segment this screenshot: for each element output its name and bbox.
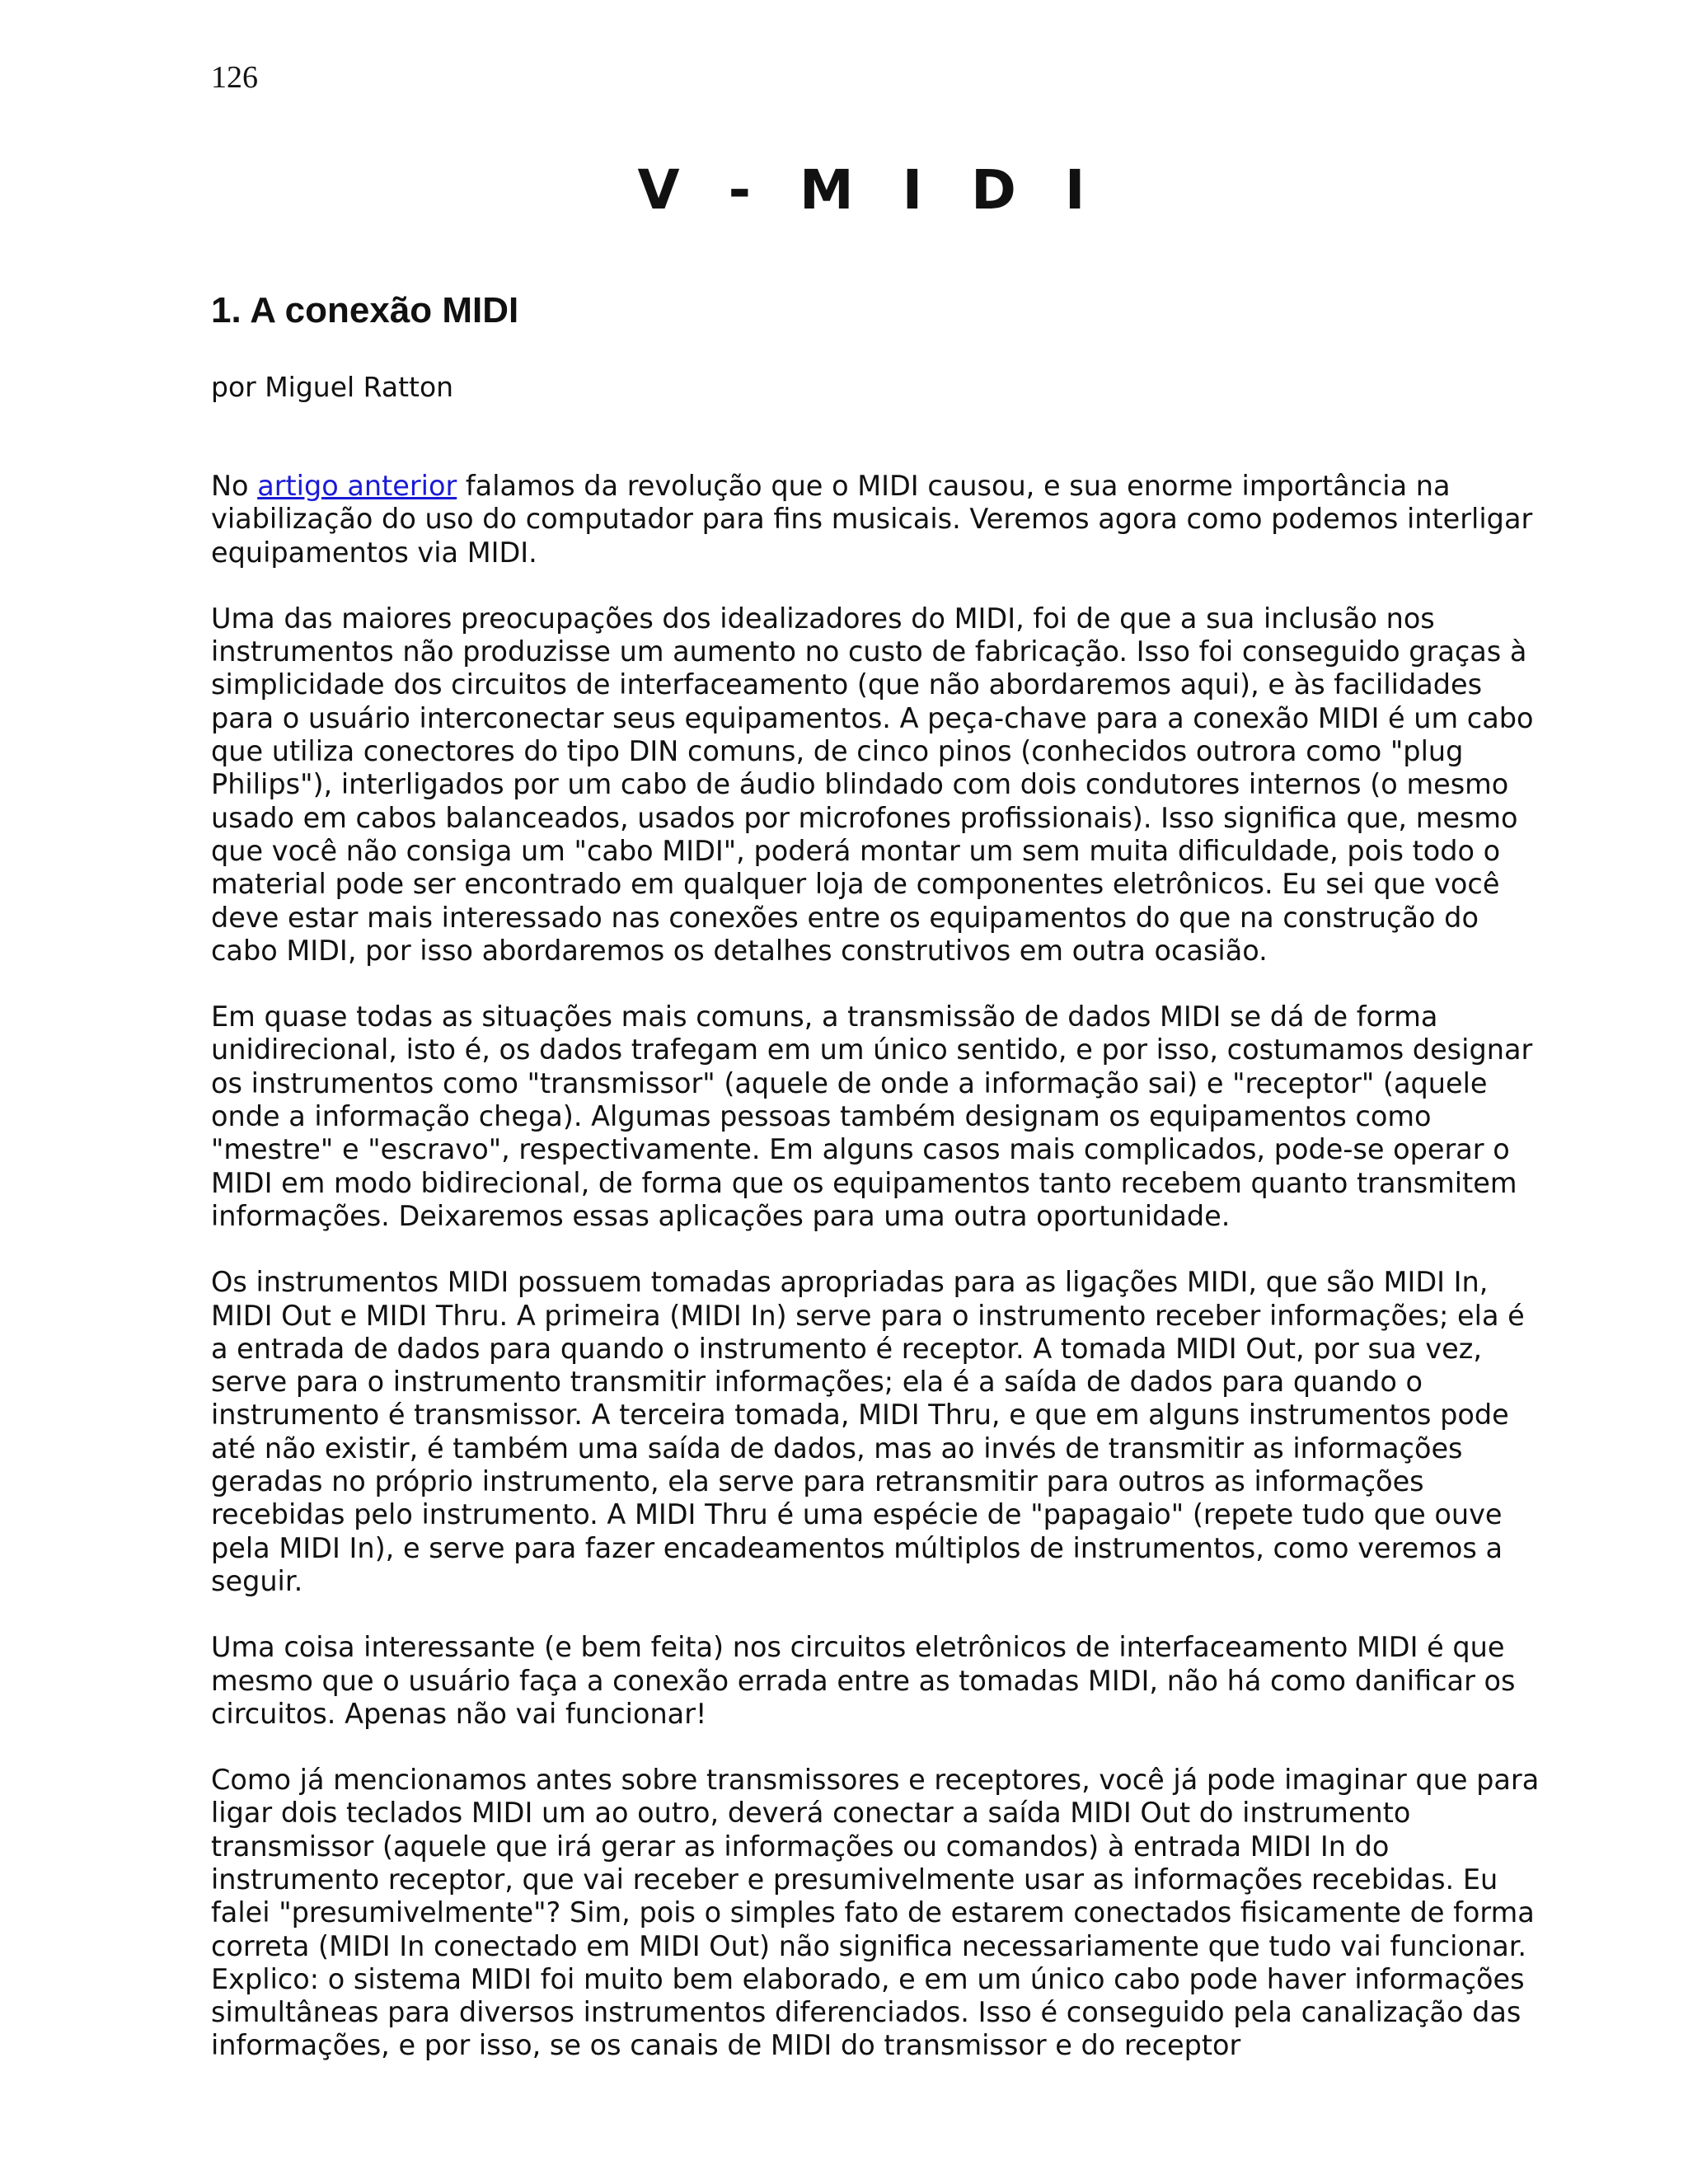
article-body <box>211 470 1546 2096</box>
paragraph: Uma coisa interessante (e bem feita) nos circuitos eletrônicos de interfaceamento MIDI é que mesmo que o usuário faça a conexão errada entre as tomadas MIDI, não há como danificar os circuitos. Apenas não vai funcionar! <box>211 1631 1516 1730</box>
page-number: 126 <box>211 60 258 95</box>
paragraph: Uma das maiores preocupações dos idealizadores do MIDI, foi de que a sua inclusão nos instrumentos não produzisse um aumento no custo de fabricação. Isso foi conseguido graças à simplicidade dos circuitos de interfaceamento (que não abordaremos aqui), e às facilidades para o usuário interconectar seus equipamentos. A peça-chave para a conexão MIDI é um cabo que utiliza conectores do tipo DIN comuns, de cinco pinos (conhecidos outrora como "plug Philips"), interligados por um cabo de áudio blindado com dois condutores internos (o mesmo usado em cabos balanceados, usados por microfones profissionais). Isso significa que, mesmo que você não consiga um "cabo MIDI", poderá montar um sem muita dificuldade, pois todo o material pode ser encontrado em qualquer loja de componentes eletrônicos. Eu sei que você deve estar mais interessado nas conexões entre os equipamentos do que na construção do cabo MIDI, por isso abordaremos os detalhes construtivos em outra ocasião. <box>211 602 1534 967</box>
paragraph: Os instrumentos MIDI possuem tomadas apropriadas para as ligações MIDI, que são MIDI In, MIDI Out e MIDI Thru. A primeira (MIDI In) serve para o instrumento receber informações; ela é a entrada de dados para quando o instrumento é receptor. A tomada MIDI Out, por sua vez, serve para o instrumento transmitir informações; ela é a saída de dados para quando o instrumento é transmissor. A terceira tomada, MIDI Thru, e que em alguns instrumentos pode até não existir, é também uma saída de dados, mas ao invés de transmitir as informações geradas no próprio instrumento, ela serve para retransmitir para outros as informações recebidas pelo instrumento. A MIDI Thru é uma espécie de "papagaio" (repete tudo que ouve pela MIDI In), e serve para fazer encadeamentos múltiplos de instrumentos, como veremos a seguir. <box>211 1266 1525 1597</box>
chapter-title: V - M I D I <box>637 158 1100 222</box>
previous-article-link[interactable]: artigo anterior <box>257 470 457 502</box>
paragraph-intro <box>211 470 1546 569</box>
paragraph-intro-text: falamos da revolução que o MIDI causou, e sua enorme importância na viabilização do uso do computador para fins musicais. Veremos agora como podemos interligar equipamentos via MIDI. <box>211 470 1533 569</box>
paragraph-intro-prefix: No <box>211 470 258 502</box>
section-heading: 1. A conexão MIDI <box>211 290 519 330</box>
author-line: por Miguel Ratton <box>211 371 454 403</box>
paragraph: Como já mencionamos antes sobre transmissores e receptores, você já pode imaginar que para ligar dois teclados MIDI um ao outro, deverá conectar a saída MIDI Out do instrumento transmissor (aquele que irá gerar as informações ou comandos) à entrada MIDI In do instrumento receptor, que vai receber e presumivelmente usar as informações recebidas. Eu falei "presumivelmente"? Sim, pois o simples fato de estarem conectados fisicamente de forma correta (MIDI In conectado em MIDI Out) não significa necessariamente que tudo vai funcionar. Explico: o sistema MIDI foi muito bem elaborado, e em um único cabo pode haver informações simultâneas para diversos instrumentos diferenciados. Isso é conseguido pela canalização das informações, e por isso, se os canais de MIDI do transmissor e do receptor <box>211 1764 1540 2062</box>
paragraph: Em quase todas as situações mais comuns, a transmissão de dados MIDI se dá de forma unidirecional, isto é, os dados trafegam em um único sentido, e por isso, costumamos designar os instrumentos como "transmissor" (aquele de onde a informação sai) e "receptor" (aquele onde a informação chega). Algumas pessoas também designam os equipamentos como "mestre" e "escravo", respectivamente. Em alguns casos mais complicados, pode-se operar o MIDI em modo bidirecional, de forma que os equipamentos tanto recebem quanto transmitem informações. Deixaremos essas aplicações para uma outra oportunidade. <box>211 1001 1533 1232</box>
